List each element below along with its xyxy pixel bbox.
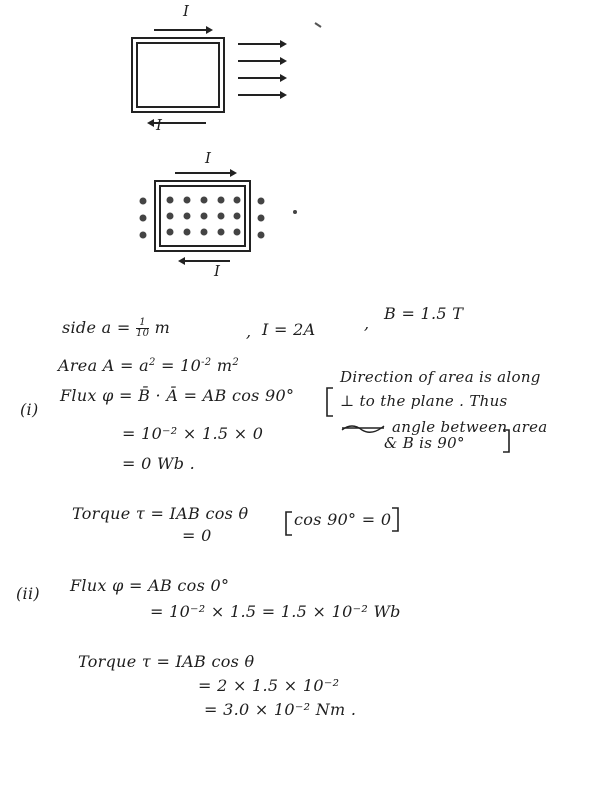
figure-loop-parallel-field	[120, 8, 290, 138]
area-exponent: 2	[148, 357, 156, 368]
stray-mark	[314, 20, 324, 30]
part-i-flux-line1: Flux φ = B̄ · Ā = AB cos 90°	[60, 386, 295, 405]
figure2-current-label-top: I	[205, 149, 211, 167]
torque-bracket-right	[390, 506, 400, 534]
note-bracket-right	[500, 428, 512, 456]
figure2-current-label-bottom: I	[214, 262, 220, 280]
side-fraction	[136, 318, 149, 339]
side-text: side a =	[62, 318, 131, 337]
part-i-note-line2: ⊥ to the plane . Thus	[340, 392, 508, 410]
part-ii-flux-line1: Flux φ = AB cos 0°	[70, 576, 230, 595]
part-ii-torque-line3: = 3.0 × 10⁻² Nm .	[204, 700, 357, 719]
part-i-torque-line1: Torque τ = IAB cos θ	[72, 504, 249, 523]
given-separator-2: ,	[364, 314, 370, 333]
part-i-note-line1: Direction of area is along	[340, 368, 541, 386]
area-exponent-2: -2	[201, 357, 212, 368]
part-i-torque-line2: = 0	[182, 526, 212, 545]
part-i-label: (i)	[20, 400, 39, 419]
part-i-note-line3: angle between area	[392, 418, 548, 436]
note-strike	[340, 418, 386, 438]
given-area-line	[58, 356, 239, 375]
part-i-note-line4: & B is 90°	[384, 434, 465, 452]
given-side-line	[62, 318, 170, 339]
given-field: B = 1.5 T	[384, 304, 464, 323]
side-numerator: 1	[136, 318, 149, 329]
area-equals: = 10	[161, 356, 202, 375]
part-i-flux-line2: = 10⁻² × 1.5 × 0	[122, 424, 264, 443]
part-ii-torque-line2: = 2 × 1.5 × 10⁻²	[198, 676, 340, 695]
part-ii-label: (ii)	[16, 584, 40, 603]
note-bracket-left	[324, 386, 336, 420]
area-unit-exponent: 2	[232, 357, 239, 368]
torque-bracket-left	[284, 510, 294, 538]
area-unit: m	[216, 356, 233, 375]
figure1-current-label-top: I	[183, 2, 189, 20]
figure1-current-label-bottom: I	[156, 116, 162, 134]
part-ii-flux-line2: = 10⁻² × 1.5 = 1.5 × 10⁻² Wb	[150, 602, 401, 621]
given-current: I = 2A	[262, 320, 316, 339]
area-text: Area A = a	[58, 356, 149, 375]
part-ii-torque-line1: Torque τ = IAB cos θ	[78, 652, 255, 671]
side-unit: m	[154, 318, 171, 337]
part-i-torque-note: cos 90° = 0	[294, 510, 392, 529]
side-denominator: 10	[135, 328, 150, 339]
part-i-flux-line3: = 0 Wb .	[122, 454, 196, 473]
given-separator-1: ,	[246, 322, 252, 341]
